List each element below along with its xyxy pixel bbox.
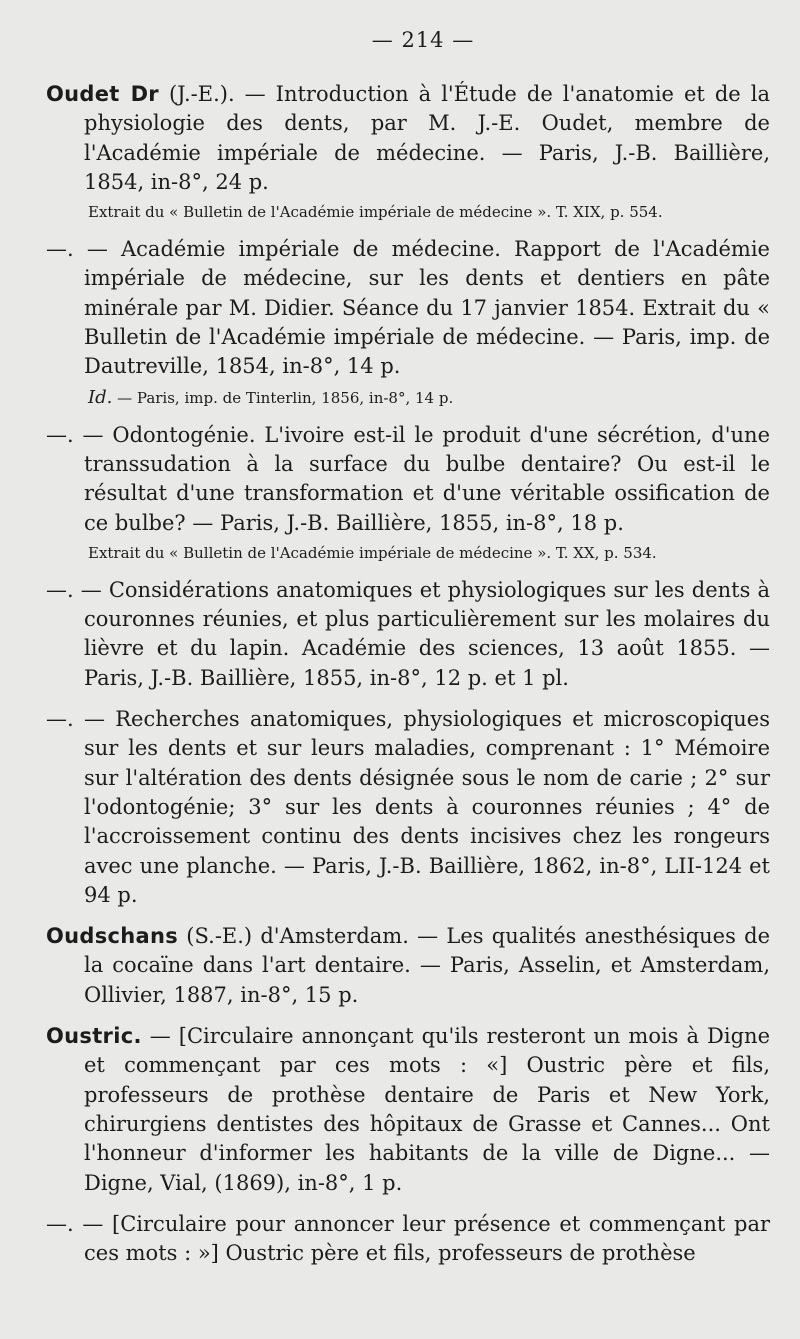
bibliography-entry — [46, 922, 770, 1010]
entry-note — [46, 387, 770, 409]
entry-body: —. — Odontogénie. L'ivoire est-il le produit d'une sécrétion, d'une transsudation à la surface du bulbe dentaire? Ou est-il le résultat d'une transformation et d'une véritable ossification de ce bulbe? — Paris, J.-B. Baillière, 1855, in-8°, 18 p. — [46, 422, 770, 535]
entry-text — [46, 80, 770, 197]
entry-body: —. — [Circulaire pour annoncer leur présence et commençant par ces mots : »] Oustric père et fils, professeurs de prothèse — [46, 1211, 770, 1266]
entry-body: (S.-E.) d'Amsterdam. — Les qualités anesthésiques de la cocaïne dans l'art dentaire. — Paris, Asselin, et Amsterdam, Ollivier, 1887, in-8°, 15 p. — [84, 924, 770, 1007]
bibliography-entry — [46, 80, 770, 223]
entry-text — [46, 576, 770, 693]
bibliography-entry — [46, 1210, 770, 1269]
entry-author: Oustric. — [46, 1024, 142, 1049]
entry-note-text: — Paris, imp. de Tinterlin, 1856, in-8°, 14 p. — [112, 388, 454, 407]
entry-text — [46, 922, 770, 1010]
entry-text — [46, 1210, 770, 1269]
entry-body: —. — Considérations anatomiques et physiologiques sur les dents à couronnes réunies, et plus particulièrement sur les molaires du lièvre et du lapin. Académie des sciences, 13 août 1855. — Paris, J.-B. Baillière, 1855, in-8°, 12 p. et 1 pl. — [46, 577, 770, 690]
entry-body: (J.-E.). — Introduction à l'Étude de l'anatomie et de la physiologie des dents, par M. J.-E. Oudet, membre de l'Académie impériale de médecine. — Paris, J.-B. Baillière, 1854, in-8°, 24 p. — [84, 82, 770, 194]
bibliography-entry — [46, 421, 770, 564]
entry-text — [46, 705, 770, 910]
entry-note-lead: Id. — [88, 386, 113, 408]
bibliography-entry — [46, 705, 770, 910]
entry-body: —. — Recherches anatomiques, physiologiques et microscopiques sur les dents et sur leurs maladies, comprenant : 1° Mémoire sur l'altération des dents désignée sous le nom de carie ; 2° sur l'odontogénie; 3° sur les dents à couronnes réunies ; 4° de l'accroissement continu des dents incisives chez les rongeurs avec une planche. — Paris, J.-B. Baillière, 1862, in-8°, LII-124 et 94 p. — [46, 707, 770, 907]
bibliography-entry — [46, 1022, 770, 1198]
entry-body: —. — Académie impériale de médecine. Rapport de l'Académie impériale de médecine, sur les dents et dentiers en pâte minérale par M. Didier. Séance du 17 janvier 1854. Extrait du « Bulletin de l'Académie impériale de médecine. — Paris, imp. de Dautreville, 1854, in-8°, 14 p. — [46, 237, 770, 379]
page-number: — 214 — — [371, 28, 475, 52]
entry-note: Extrait du « Bulletin de l'Académie impériale de médecine ». T. XIX, p. 554. — [88, 203, 663, 222]
entry-text — [46, 235, 770, 381]
bibliography-entry — [46, 235, 770, 408]
entry-text — [46, 1022, 770, 1198]
bibliography-entry — [46, 576, 770, 693]
entry-author: Oudschans — [46, 924, 179, 949]
entry-author: Oudet Dr — [46, 82, 159, 106]
entry-note: Extrait du « Bulletin de l'Académie impériale de médecine ». T. XX, p. 534. — [88, 543, 657, 562]
entry-text — [46, 421, 770, 538]
entry-body: — [Circulaire annonçant qu'ils resteront un mois à Digne et commençant par ces mots : «] Oustric père et fils, professeurs de prothèse dentaire de Paris et New York, chirurgiens dentistes des hôpitaux de Grasse et Cannes... Ont l'honneur d'informer les habitants de la ville de Digne... — Digne, Vial, (1869), in-8°, 1 p. — [84, 1024, 770, 1195]
